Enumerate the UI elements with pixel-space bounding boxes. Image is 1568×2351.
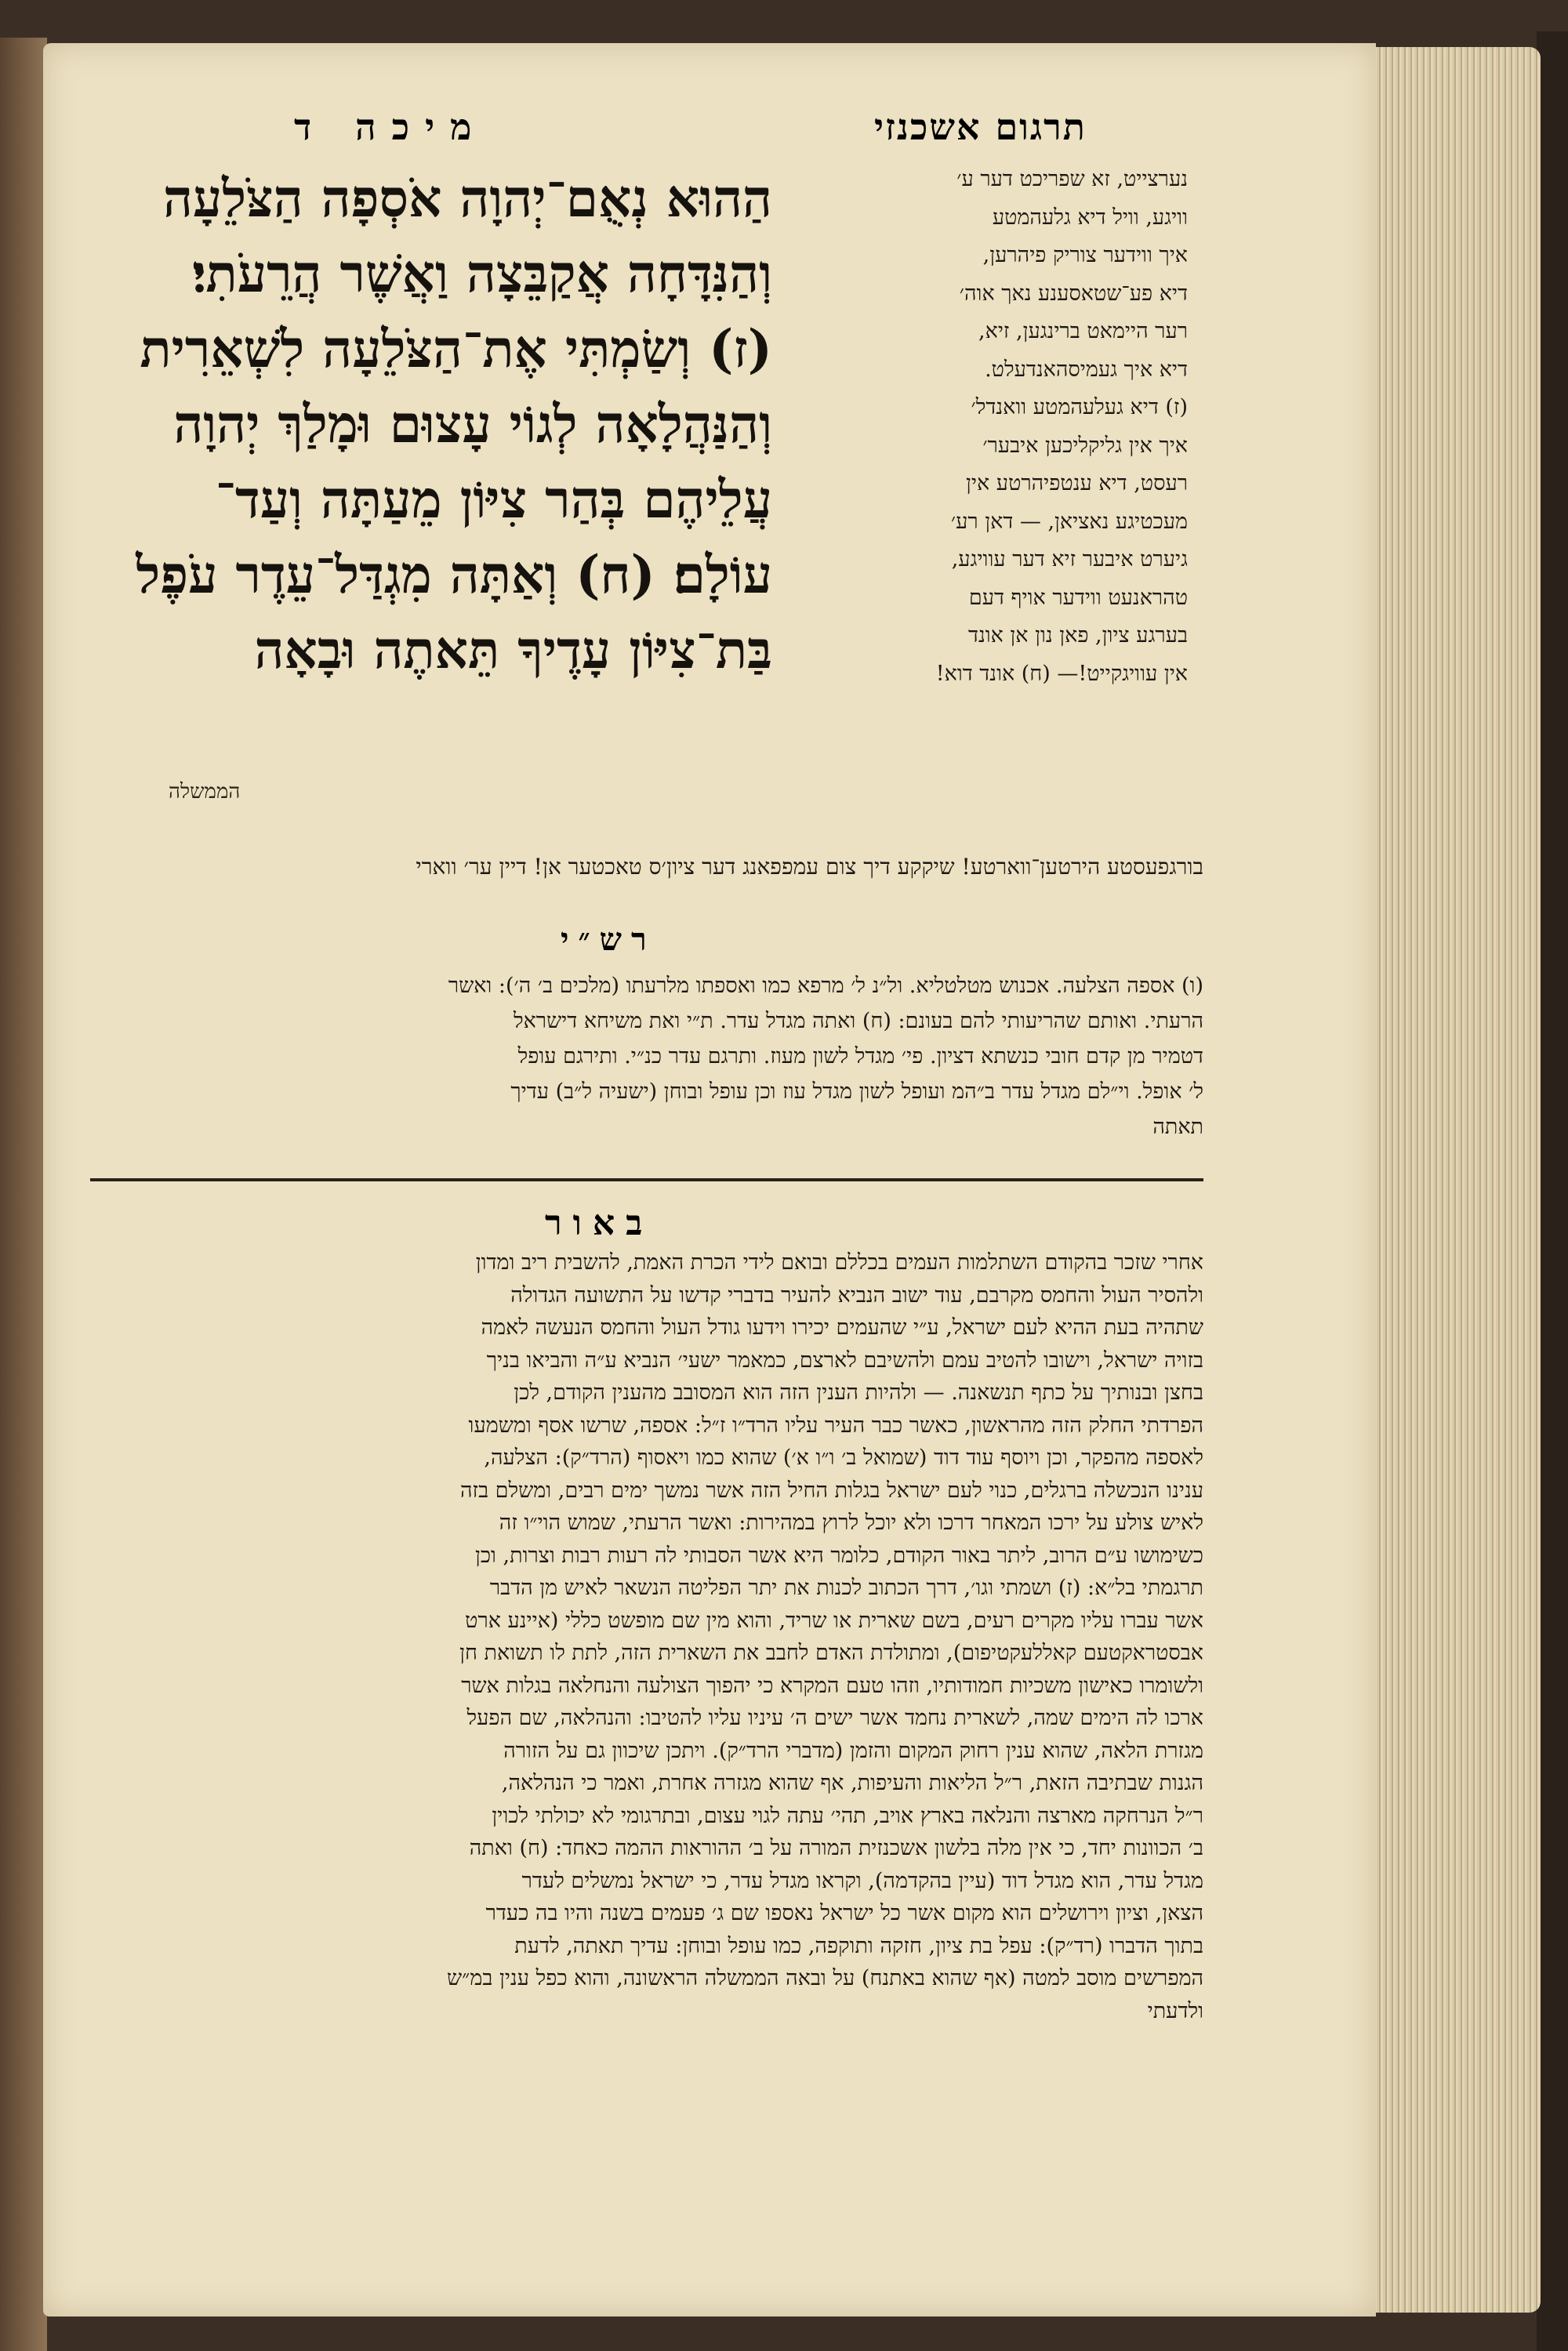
targum-line: מעכטיגע נאציאן, — דאן רע׳ xyxy=(950,509,1188,534)
targum-line: בערגע ציון, פאן נון אן אונד xyxy=(967,623,1188,648)
beur-line: בתוך הדברו (רד״ק): עפל בת ציון, חזקה ותוקפה, כמו עופל ובוחן: עדיך תאתה, לדעת xyxy=(514,1933,1203,1958)
background-dark xyxy=(1537,31,1568,2351)
beur-line: כשימושו ע״ם הרוב, ליתר באור הקודם, כלומר היא אשר הסבותי לה רעות רבות וצרות, וכן xyxy=(474,1543,1203,1568)
rashi-line: (ו) אספה הצלעה. אכנוש מטלטליא. ול״נ ל׳ מרפא כמו ואספתו מלרעתו (מלכים ב׳ ה׳): ואשר xyxy=(448,974,1203,998)
beur-line: הצאן, וציון וירושלים הוא מקום אשר כל ישראל נאספו שם ג׳ פעמים בשנה והיו בה כעדר xyxy=(485,1901,1203,1925)
running-head-targum: תרגום אשכנזי xyxy=(874,106,1087,148)
catchword: הממשלה xyxy=(169,780,241,804)
targum-line: דיא פע־שטאסענע נאך אוה׳ xyxy=(959,281,1188,306)
verse-line: וְהַנִּדָּחָה אֲקַבֵּצָה וַאֲשֶׁר הֲרֵעֹתִי׃ xyxy=(192,243,772,304)
beur-heading: באור xyxy=(545,1203,654,1243)
beur-line: בחצן ובנותיך על כתף תנשאנה. — ולהיות הענין הזה הוא המסובב מהענין הקודם, לכן xyxy=(514,1380,1203,1405)
targum-line: איך ווידער צוריק פיהרען, xyxy=(982,243,1188,267)
beur-commentary xyxy=(90,1246,1203,2027)
beur-line: הגנות שבתיבה הזאת, ר״ל הליאות והעיפות, אף שהוא מגזרה אחרת, ואמר כי הנהלאה, xyxy=(501,1771,1203,1795)
targum-line: גיערט איבער זיא דער עוויגע, xyxy=(951,547,1188,571)
beur-line: הפרדתי החלק הזה מהראשון, כאשר כבר העיר עליו הרד״ו ז״ל: אספה, שרשו אסף ומשמעו xyxy=(468,1413,1203,1438)
beur-line: אשר עברו עליו מקרים רעים, בשם שארית או שריד, והוא מין שם מופשט כללי (איינע ארט xyxy=(465,1608,1203,1633)
rashi-heading: רש״י xyxy=(561,921,656,958)
page-stack-edge xyxy=(1364,47,1541,2313)
beur-line: ר״ל הנרחקה מארצה והנלאה בארץ אויב, תהי׳ עתה לגוי עצום, ובתרגומי לא יכולתי לכוין xyxy=(492,1803,1203,1828)
beur-line: המפרשים מוסב למטה (אף שהוא באתנח) על ובאה הממשלה הראשונה, והוא כפל ענין במ״ש xyxy=(447,1966,1203,1990)
targum-line: רער היימאט ברינגען, זיא, xyxy=(978,319,1188,343)
rashi-line: ל׳ אופל. וי״לם מגדל עדר ב״המ ועופל לשון מגדל עוז וכן עופל ובוחן (ישעיה ל״ב) עדיך xyxy=(510,1079,1203,1104)
beur-line: תרגמתי בל״א: (ז) ושמתי וגו׳, דרך הכתוב לכנות את יתר הפליטה הנשאר לאיש מן הדבר xyxy=(489,1576,1203,1600)
beur-line: ענינו הנכשלה ברגלים, כנוי לעם ישראל בגלות החיל הזה אשר נמשך ימים רבים, ומשלם בזה xyxy=(460,1478,1203,1503)
targum-line: דיא איך געמיסהאנדעלט. xyxy=(985,357,1188,382)
rashi-line: תאתה xyxy=(1152,1115,1203,1139)
beur-line: מגדל עדר, הוא מגדל דוד (עיין בהקדמה), וקראו מגדל עדר, כי ישראל נמשלים לעדר xyxy=(521,1868,1203,1893)
targum-line: טהראנעט ווידער אויף דעם xyxy=(968,585,1188,610)
rashi-commentary xyxy=(90,968,1203,1145)
beur-line: לאיש צולע על ירכו המאחר דרכו ולא יוכל לרוץ במהירות: ואשר הרעתי, שמוש הוי״ו זה xyxy=(499,1511,1203,1535)
targum-line: רעסט, דיא ענטפיהרטע אין xyxy=(966,471,1188,495)
rashi-line: דטמיר מן קדם חובי כנשתא דציון. פי׳ מגדל לשון מעוז. ותרגם עדר כנ״י. ותירגם עופל xyxy=(517,1044,1203,1068)
targum-line: אין עוויגקייט!— (ח) אונד דוא! xyxy=(935,661,1188,686)
left-page-edge xyxy=(0,38,47,2351)
verse-text-block xyxy=(90,161,772,688)
beur-line: שתהיה בעת ההיא לעם ישראל, ע״י שהעמים יכירו וידעו גודל העול והחמס הנעשה לאמה xyxy=(481,1315,1203,1340)
verse-line: עוֹלָם׃ (ח) וְאַתָּה מִגְדַּל־עֵדֶר עֹפֶל xyxy=(136,544,772,605)
beur-line: ארכו לה הימים שמה, לשארית נחמד אשר ישים ה׳ עיניו עליו להטיבו: והנהלאה, שם הפעל xyxy=(466,1706,1203,1730)
running-head-book: מיכה ד xyxy=(294,106,488,148)
targum-line: נערצייט, זא שפריכט דער ע׳ xyxy=(956,167,1188,191)
beur-line: בזויה ישראל, וישובו להטיב עמם ולהשיבם לארצם, כמאמר ישעי׳ הנביא ע״ה והביאו בניך xyxy=(486,1348,1203,1373)
beur-line: ולהסיר העול והחמס מקרבם, עוד ישוב הנביא להעיר בדברי קדשו על התשועה הגדולה xyxy=(510,1283,1203,1308)
beur-line: מגזרת הלאה, שהוא ענין רחוק המקום והזמן (מדברי הרד״ק). ויתכן שיכוון גם על הזורה xyxy=(503,1738,1203,1763)
verse-line: בַּת־צִיּוֹן עָדֶיךָ תֵּאתֶה וּבָאָה xyxy=(254,619,772,680)
targum-column xyxy=(780,161,1188,693)
beur-line: אבסטראקטעם קאללעקטיפום), ומתולדת האדם לחבב את השארית הזה, לתת לו תשואת חן xyxy=(459,1641,1203,1665)
rashi-line: הרעתי. ואותם שהריעותי להם בעונם: (ח) ואתה מגדל עדר. ת״י ואת משיחא דישראל xyxy=(513,1009,1203,1033)
beur-line: לאספה מהפקר, וכן ויוסף עוד דוד (שמואל ב׳ ו״ו א׳) שהוא כמו ויאסוף (הרד״ק): הצלעה, xyxy=(484,1446,1203,1470)
targum-line: וויגע, וויל דיא גלעהמטע xyxy=(992,205,1188,230)
beur-line: ב׳ הכוונות יחד, כי אין מלה בלשון אשכנזית המורה על ב׳ ההוראות ההמה כאחד: (ח) ואתה xyxy=(469,1836,1203,1860)
targum-continuation: בורגפעסטע הירטען־ווארטע! שיקקע דיך צום עמפפאנג דער ציון׳ס טאכטער אן! דיין ער׳ ווארי xyxy=(416,854,1203,880)
book-page xyxy=(43,43,1376,2317)
beur-line: ולדעתי xyxy=(1147,1998,1203,2023)
verse-line: הַהוּא נְאֻם־יְהוָה אֹסְפָה הַצֹּלֵעָה xyxy=(162,168,772,229)
verse-line: וְהַנַּהֲלָאָה לְגוֹי עָצוּם וּמָלַךְ יְהוָה xyxy=(173,394,772,455)
targum-line: איך אין גליקליכען איבער׳ xyxy=(982,433,1188,458)
verse-line: (ז) וְשַׂמְתִּי אֶת־הַצֹּלֵעָה לִשְׁאֵרִית xyxy=(140,318,772,379)
targum-line: (ז) דיא געלעהמטע וואנדל׳ xyxy=(971,395,1188,419)
verse-line: עֲלֵיהֶם בְּהַר צִיּוֹן מֵעַתָּה וְעַד־ xyxy=(215,469,772,530)
beur-line: אחרי שזכר בהקודם השתלמות העמים בכללם ובואם לידי הכרת האמת, להשבית ריב ומדון xyxy=(475,1250,1203,1275)
section-divider xyxy=(90,1178,1203,1181)
beur-line: ולשומרו כאישון משכיות חמודותיו, וזהו טעם המקרא כי יהפוך הצולעה והנחלאה בגלות אשר xyxy=(461,1673,1203,1698)
